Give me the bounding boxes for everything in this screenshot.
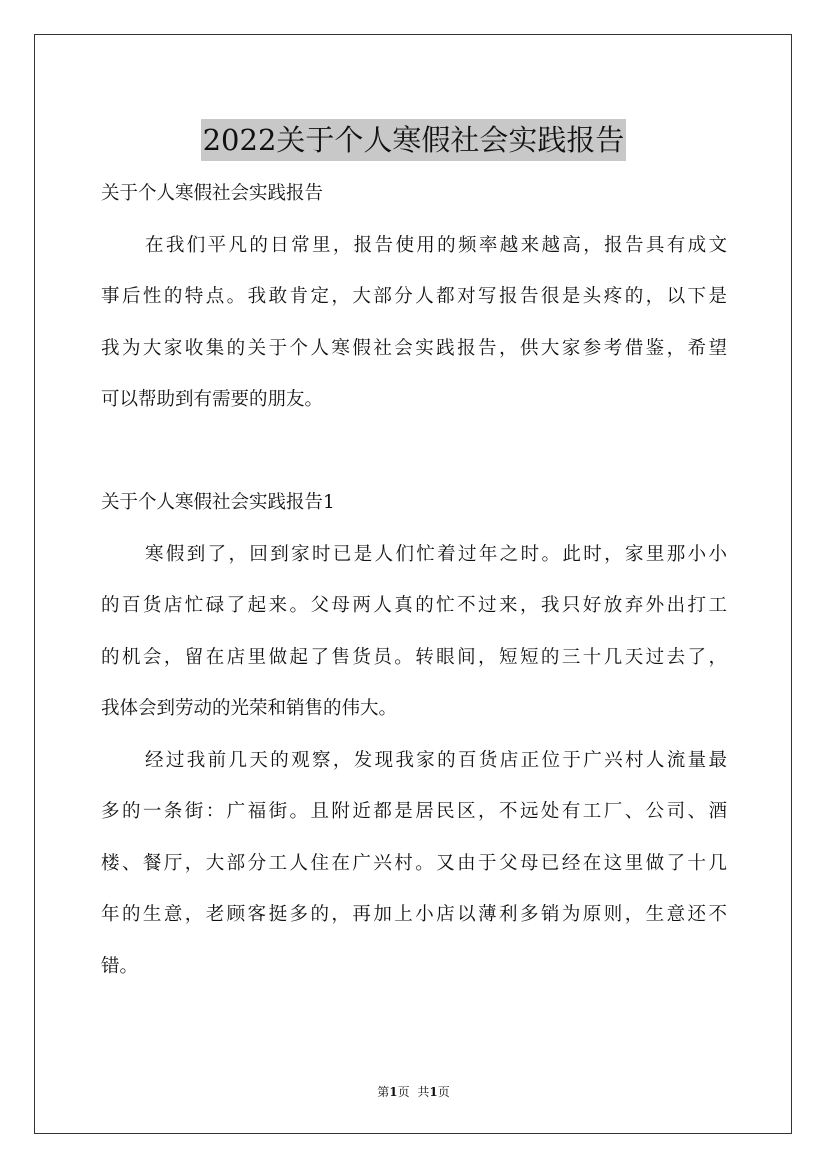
text-line: 事后性的特点。我敢肯定，大部分人都对写报告很是头疼的，以下是: [101, 286, 727, 307]
footer-total-prefix: 共: [417, 1085, 430, 1099]
text-line: 年的生意，老顾客挺多的，再加上小店以薄利多销为原则，生意还不: [101, 904, 727, 925]
text-line: 经过我前几天的观察，发现我家的百货店正位于广兴村人流量最: [145, 749, 727, 771]
text-line: 楼、餐厅，大部分工人住在广兴村。又由于父母已经在这里做了十几: [101, 852, 727, 874]
footer-page-prefix: 第: [377, 1085, 390, 1099]
footer-page-suffix: 页: [397, 1085, 410, 1099]
page-footer: [0, 1082, 827, 1102]
text-line: 的百货店忙碌了起来。父母两人真的忙不过来，我只好放弃外出打工: [101, 595, 727, 616]
footer-total-pages: 1: [429, 1085, 438, 1099]
text-line: 多的一条街：广福街。且附近都是居民区，不远处有工厂、公司、酒: [101, 801, 727, 822]
text-line: 的机会，留在店里做起了售货员。转眼间，短短的三十几天过去了，: [101, 646, 727, 668]
text-line: 我为大家收集的关于个人寒假社会实践报告，供大家参考借鉴，希望: [101, 337, 727, 359]
document-body: [101, 168, 727, 992]
text-line: 关于个人寒假社会实践报告1: [101, 492, 335, 513]
text-line: 在我们平凡的日常里，报告使用的频率越来越高，报告具有成文: [145, 234, 727, 256]
text-line: 我体会到劳动的光荣和销售的伟大。: [101, 698, 398, 719]
text-line: 关于个人寒假社会实践报告: [101, 183, 324, 204]
document-title: 2022关于个人寒假社会实践报告: [201, 119, 627, 161]
blank-line: [101, 426, 727, 478]
text-line: 可以帮助到有需要的朋友。: [101, 389, 324, 410]
footer-page-number: 1: [389, 1085, 398, 1099]
text-line: 错。: [101, 955, 139, 977]
footer-total-suffix: 页: [437, 1085, 450, 1099]
text-line: 寒假到了，回到家时已是人们忙着过年之时。此时，家里那小小: [145, 543, 727, 565]
